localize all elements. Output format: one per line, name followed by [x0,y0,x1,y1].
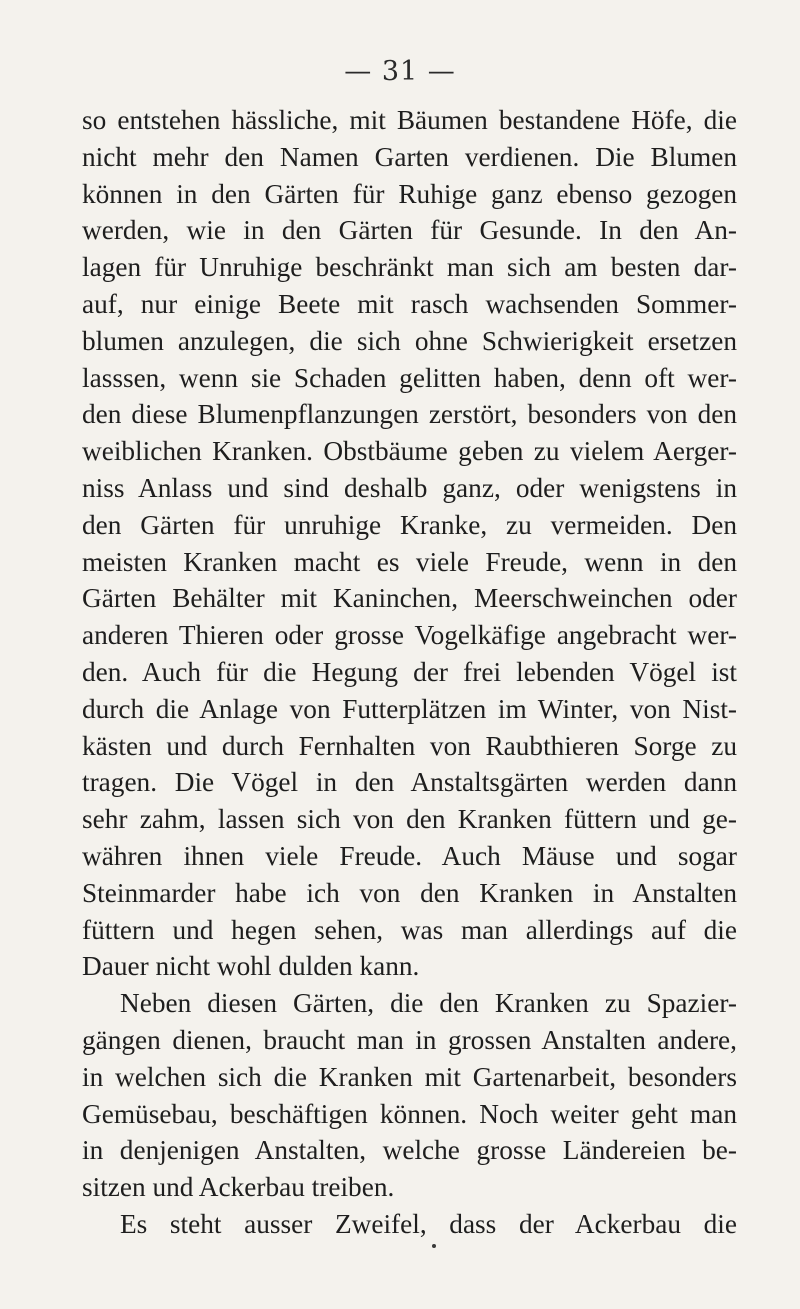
text-line: den diese Blumenpflanzungen zerstört, besonders von den [82,399,737,430]
text-line: Gärten Behälter mit Kaninchen, Meerschweinchen oder [82,583,737,614]
text-line: den Gärten für unruhige Kranke, zu vermeiden. Den [82,509,737,540]
text-line: Steinmarder habe ich von den Kranken in Anstalten [82,877,737,908]
text-line: währen ihnen viele Freude. Auch Mäuse und sogar [82,840,737,871]
text-line: Es steht ausser Zweifel, dass der Ackerbau die [120,1208,737,1239]
text-line: sehr zahm, lassen sich von den Kranken füttern und ge- [82,804,737,835]
text-line: auf, nur einige Beete mit rasch wachsenden Sommer- [82,288,737,319]
text-line: in denjenigen Anstalten, welche grosse Ländereien be- [82,1135,737,1166]
text-line: Dauer nicht wohl dulden kann. [82,951,420,982]
text-line: füttern und hegen sehen, was man allerdings auf die [82,914,737,945]
text-line: blumen anzulegen, die sich ohne Schwierigkeit ersetzen [82,325,737,356]
text-line: können in den Gärten für Ruhige ganz ebenso gezogen [82,178,737,209]
text-line: den. Auch für die Hegung der frei lebenden Vögel ist [82,656,737,687]
text-line: weiblichen Kranken. Obstbäume geben zu vielem Aerger- [82,436,737,467]
text-line: lagen für Unruhige beschränkt man sich am besten dar- [82,252,737,283]
page-number: — 31 — [344,56,456,87]
text-line: anderen Thieren oder grosse Vogelkäfige angebracht wer- [82,620,737,651]
body-text [82,102,737,1243]
text-line: tragen. Die Vögel in den Anstaltsgärten werden dann [82,767,737,798]
text-line: so entstehen hässliche, mit Bäumen bestandene Höfe, die [82,105,737,135]
text-line: niss Anlass und sind deshalb ganz, oder wenigstens in [82,472,737,503]
text-line: werden, wie in den Gärten für Gesunde. In den An- [82,215,737,246]
text-line: gängen dienen, braucht man in grossen Anstalten andere, [82,1024,737,1055]
text-line: Gemüsebau, beschäftigen können. Noch weiter geht man [82,1098,737,1129]
text-line: sitzen und Ackerbau treiben. [82,1172,395,1203]
text-line: meisten Kranken macht es viele Freude, wenn in den [82,546,737,577]
text-line: durch die Anlage von Futterplätzen im Winter, von Nist- [82,693,737,724]
text-line: nicht mehr den Namen Garten verdienen. Die Blumen [82,141,737,172]
text-line: Neben diesen Gärten, die den Kranken zu Spazier- [120,988,737,1019]
print-speck [432,1244,436,1248]
text-line: kästen und durch Fernhalten von Raubthieren Sorge zu [82,730,737,761]
text-line: lasssen, wenn sie Schaden gelitten haben, denn oft wer- [82,362,737,393]
text-line: in welchen sich die Kranken mit Gartenarbeit, besonders [82,1061,737,1092]
